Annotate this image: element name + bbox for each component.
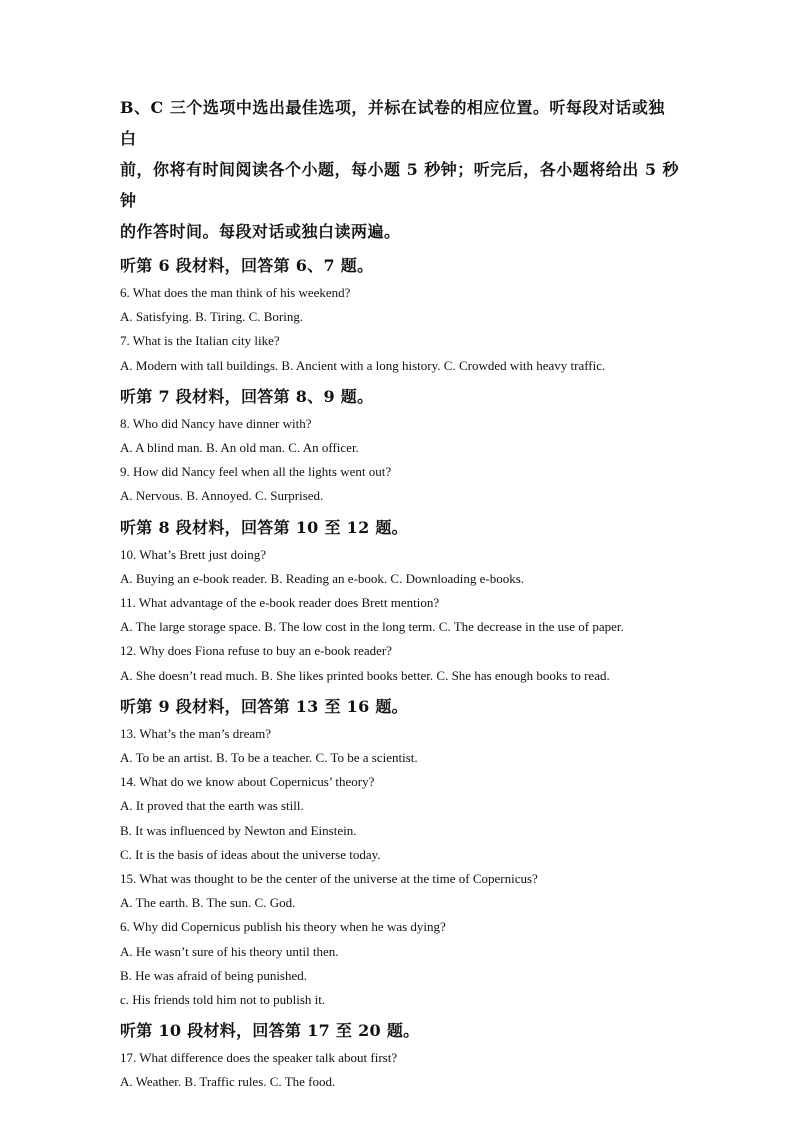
question-line: 8. Who did Nancy have dinner with? <box>120 415 312 431</box>
section-material-8 <box>120 518 680 688</box>
section-material-7 <box>120 387 680 509</box>
options-line: A. The large storage space. B. The low cost in the long term. C. The decrease in the use of paper. <box>120 619 624 635</box>
instruction-line: B、C 三个选项中选出最佳选项，并标在试卷的相应位置。听每段对话或独白 <box>120 98 665 148</box>
exam-page <box>120 92 680 1095</box>
options-line: A. The earth. B. The sun. C. God. <box>120 895 296 911</box>
section-material-6 <box>120 256 680 378</box>
section-material-10 <box>120 1021 680 1094</box>
question-line: 6. What does the man think of his weekend? <box>120 285 351 300</box>
option-line: B. He was afraid of being punished. <box>120 967 308 983</box>
options-line: A. To be an artist. B. To be a teacher. C. To be a scientist. <box>120 750 418 766</box>
section-heading: 听第 6 段材料，回答第 6、7 题。 <box>120 256 374 275</box>
instruction-line: 的作答时间。每段对话或独白读两遍。 <box>120 222 401 241</box>
options-line: A. She doesn’t read much. B. She likes printed books better. C. She has enough books to read. <box>120 667 610 683</box>
question-line: 6. Why did Copernicus publish his theory when he was dying? <box>120 919 446 935</box>
option-line: A. He wasn’t sure of his theory until then. <box>120 943 339 959</box>
options-line: A. Satisfying. B. Tiring. C. Boring. <box>120 309 304 325</box>
section-heading: 听第 9 段材料，回答第 13 至 16 题。 <box>120 696 408 716</box>
section-heading: 听第 8 段材料，回答第 10 至 12 题。 <box>120 517 408 537</box>
question-line: 11. What advantage of the e-book reader does Brett mention? <box>120 595 440 611</box>
instructions <box>120 92 680 247</box>
options-line: A. Buying an e-book reader. B. Reading an e-book. C. Downloading e-books. <box>120 570 525 586</box>
question-line: 14. What do we know about Copernicus’ theory? <box>120 774 375 790</box>
question-line: 13. What’s the man’s dream? <box>120 725 272 741</box>
question-line: 12. Why does Fiona refuse to buy an e-book reader? <box>120 643 392 659</box>
option-line: C. It is the basis of ideas about the universe today. <box>120 846 381 862</box>
section-material-9 <box>120 697 680 1012</box>
question-line: 17. What difference does the speaker talk about first? <box>120 1050 398 1066</box>
options-line: A. A blind man. B. An old man. C. An officer. <box>120 440 359 456</box>
options-line: A. Modern with tall buildings. B. Ancient with a long history. C. Crowded with heavy traffic. <box>120 357 606 373</box>
section-heading: 听第 7 段材料，回答第 8、9 题。 <box>120 386 374 406</box>
question-line: 7. What is the Italian city like? <box>120 333 280 349</box>
question-line: 9. How did Nancy feel when all the lights went out? <box>120 464 392 480</box>
options-line: A. Weather. B. Traffic rules. C. The food. <box>120 1074 336 1090</box>
option-line: B. It was influenced by Newton and Einstein. <box>120 822 357 838</box>
section-heading: 听第 10 段材料，回答第 17 至 20 题。 <box>120 1021 420 1041</box>
question-line: 10. What’s Brett just doing? <box>120 546 266 562</box>
question-line: 15. What was thought to be the center of the universe at the time of Copernicus? <box>120 871 538 887</box>
option-line: A. It proved that the earth was still. <box>120 798 304 814</box>
instruction-line: 前，你将有时间阅读各个小题，每小题 5 秒钟；听完后，各小题将给出 5 秒钟 <box>120 160 680 210</box>
options-line: A. Nervous. B. Annoyed. C. Surprised. <box>120 488 324 504</box>
option-line: c. His friends told him not to publish it. <box>120 992 326 1008</box>
